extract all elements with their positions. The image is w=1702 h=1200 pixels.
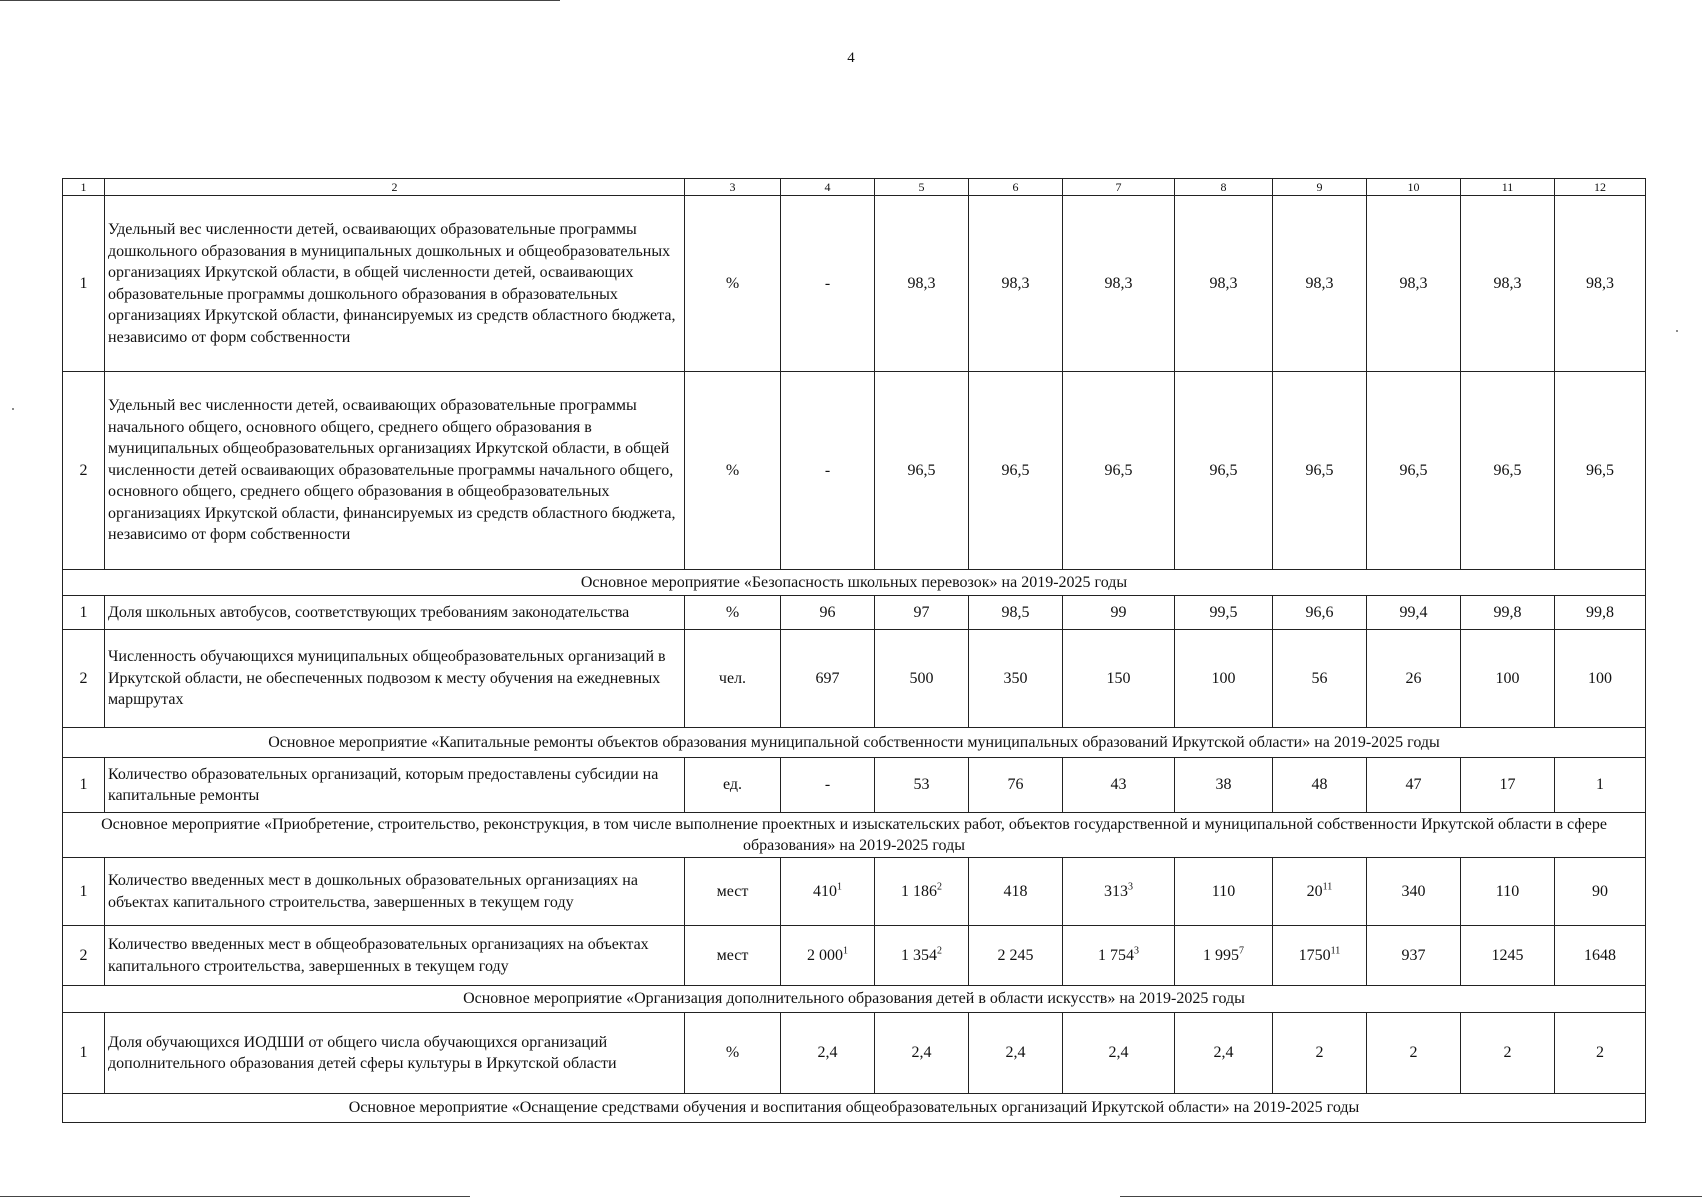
value-cell — [1367, 372, 1461, 570]
value-text: 98,3 — [1399, 274, 1428, 292]
indicator-name: Доля обучающихся ИОДШИ от общего числа обучающихся организаций дополнительного образования детей сферы культуры в Иркутской области — [105, 1013, 685, 1094]
value-text: 697 — [815, 669, 840, 687]
row-number: 1 — [63, 858, 105, 926]
value-cell — [1175, 926, 1273, 986]
table-row — [63, 596, 1646, 630]
value-cell — [969, 858, 1063, 926]
column-number: 11 — [1461, 179, 1555, 196]
value-text: 350 — [1003, 669, 1028, 687]
row-number: 1 — [63, 1013, 105, 1094]
value-cell — [1273, 196, 1367, 372]
value-cell — [781, 858, 875, 926]
unit-cell: % — [685, 596, 781, 630]
value-text: 2,4 — [1213, 1044, 1234, 1062]
scan-speck — [1676, 330, 1678, 332]
column-number: 4 — [781, 179, 875, 196]
value-cell — [1063, 372, 1175, 570]
value-text: 1 754 — [1098, 946, 1134, 964]
value-cell — [1367, 196, 1461, 372]
indicator-name: Доля школьных автобусов, соответствующих требованиям законодательства — [105, 596, 685, 630]
value-cell — [1555, 926, 1646, 986]
value-cell — [1461, 1013, 1555, 1094]
value-text: 2,4 — [1108, 1044, 1129, 1062]
value-cell — [1175, 630, 1273, 728]
value-text: 150 — [1106, 669, 1131, 687]
value-text: 20 — [1306, 882, 1323, 900]
value-text: 96,5 — [1586, 461, 1614, 479]
value-text: 99,8 — [1493, 603, 1522, 621]
value-text: 96,5 — [1209, 461, 1238, 479]
footnote-mark: 1 — [837, 881, 842, 893]
value-text: 340 — [1401, 882, 1426, 900]
value-text: 96,5 — [1001, 461, 1030, 479]
unit-cell: мест — [685, 926, 781, 986]
column-number: 8 — [1175, 179, 1273, 196]
value-text: 48 — [1311, 776, 1328, 794]
value-cell — [1367, 596, 1461, 630]
row-number: 1 — [63, 196, 105, 372]
value-cell — [1063, 858, 1175, 926]
value-cell — [1367, 630, 1461, 728]
value-cell — [1367, 926, 1461, 986]
value-text: 98,3 — [1209, 274, 1238, 292]
value-text: - — [824, 776, 831, 794]
value-cell — [1461, 196, 1555, 372]
unit-cell: чел. — [685, 630, 781, 728]
scan-edge-line — [0, 1196, 470, 1197]
value-cell — [1461, 596, 1555, 630]
value-cell — [1273, 372, 1367, 570]
value-cell — [875, 196, 969, 372]
value-text: 2 — [1409, 1044, 1418, 1062]
value-cell — [875, 630, 969, 728]
value-text: 56 — [1311, 669, 1328, 687]
section-row — [63, 570, 1646, 596]
value-text: 96,5 — [1399, 461, 1428, 479]
value-cell — [1273, 630, 1367, 728]
value-cell — [1273, 926, 1367, 986]
value-cell — [1555, 372, 1646, 570]
table-row — [63, 196, 1646, 372]
indicator-name: Численность обучающихся муниципальных общеобразовательных организаций в Иркутской области, не обеспеченных подвозом к месту обучения на ежедневных маршрутах — [105, 630, 685, 728]
column-number: 5 — [875, 179, 969, 196]
value-text: 98,3 — [1493, 274, 1522, 292]
value-text: 1 186 — [901, 882, 937, 900]
section-heading: Основное мероприятие «Безопасность школьных перевозок» на 2019-2025 годы — [63, 570, 1646, 596]
value-text: 43 — [1110, 776, 1127, 794]
value-text: 100 — [1588, 669, 1612, 687]
value-cell — [781, 758, 875, 813]
section-heading: Основное мероприятие «Оснащение средствами обучения и воспитания общеобразовательных организаций Иркутской области» на 2019-2025 годы — [63, 1094, 1646, 1123]
value-text: 1648 — [1584, 946, 1616, 964]
value-cell — [1555, 196, 1646, 372]
value-text: 47 — [1405, 776, 1422, 794]
value-cell — [781, 596, 875, 630]
value-cell — [1555, 1013, 1646, 1094]
value-text: 1 995 — [1203, 946, 1239, 964]
row-number: 2 — [63, 926, 105, 986]
value-text: 98,5 — [1001, 603, 1030, 621]
value-cell — [1175, 372, 1273, 570]
value-text: 96,6 — [1305, 603, 1334, 621]
value-text: 98,3 — [1305, 274, 1334, 292]
column-number: 3 — [685, 179, 781, 196]
column-number: 9 — [1273, 179, 1367, 196]
value-cell — [969, 630, 1063, 728]
value-text: 98,3 — [1104, 274, 1133, 292]
value-text: 96,5 — [1493, 461, 1522, 479]
value-text: 26 — [1405, 669, 1422, 687]
value-cell — [1063, 758, 1175, 813]
value-text: 500 — [909, 669, 934, 687]
table-row — [63, 372, 1646, 570]
value-text: 53 — [913, 776, 930, 794]
value-text: 90 — [1592, 882, 1608, 900]
indicators-table — [62, 178, 1646, 1123]
table-row — [63, 630, 1646, 728]
indicator-name: Количество введенных мест в дошкольных образовательных организациях на объектах капитального строительства, завершенных в текущем году — [105, 858, 685, 926]
section-heading: Основное мероприятие «Приобретение, строительство, реконструкция, в том числе выполнение проектных и изыскательских работ, объектов государственной и муниципальной собственности Иркутской области в сфере образования» на 2019-2025 годы — [63, 813, 1646, 858]
value-text: 98,3 — [1001, 274, 1030, 292]
value-cell — [1175, 858, 1273, 926]
value-cell — [781, 196, 875, 372]
section-row — [63, 986, 1646, 1013]
value-cell — [1461, 630, 1555, 728]
value-cell — [1461, 758, 1555, 813]
value-text: 1245 — [1491, 946, 1524, 964]
value-cell — [969, 926, 1063, 986]
value-cell — [875, 372, 969, 570]
column-number: 12 — [1555, 179, 1646, 196]
value-cell — [875, 926, 969, 986]
value-text: 96,5 — [1104, 461, 1133, 479]
table-row — [63, 926, 1646, 986]
value-cell — [1063, 196, 1175, 372]
column-number-row — [63, 179, 1646, 196]
value-cell — [1555, 630, 1646, 728]
unit-cell: % — [685, 1013, 781, 1094]
value-cell — [1367, 858, 1461, 926]
value-text: 2 — [1596, 1044, 1604, 1062]
table-row — [63, 758, 1646, 813]
section-heading: Основное мероприятие «Капитальные ремонты объектов образования муниципальной собственности муниципальных образований Иркутской области» на 2019-2025 годы — [63, 728, 1646, 758]
value-cell — [1273, 596, 1367, 630]
row-number: 1 — [63, 758, 105, 813]
footnote-mark: 3 — [1134, 945, 1139, 957]
value-cell — [1555, 758, 1646, 813]
indicator-name: Количество введенных мест в общеобразовательных организациях на объектах капитального строительства, завершенных в текущем году — [105, 926, 685, 986]
indicator-name: Количество образовательных организаций, которым предоставлены субсидии на капитальные ремонты — [105, 758, 685, 813]
footnote-mark: 1 — [843, 945, 848, 957]
value-cell — [1555, 858, 1646, 926]
section-row — [63, 728, 1646, 758]
value-cell — [1461, 372, 1555, 570]
value-text: 17 — [1499, 776, 1516, 794]
value-cell — [1273, 758, 1367, 813]
value-cell — [969, 372, 1063, 570]
value-cell — [1555, 596, 1646, 630]
indicator-name: Удельный вес численности детей, осваивающих образовательные программы дошкольного образования в муниципальных дошкольных и общеобразовательных организациях Иркутской области, в общей численности детей, осваивающих образовательные программы дошкольного образования в образовательных организациях Иркутской области, финансируемых из средств областного бюджета, независимо от форм собственности — [105, 196, 685, 372]
value-text: 2 — [1315, 1044, 1324, 1062]
value-text: 99,4 — [1399, 603, 1428, 621]
column-number: 2 — [105, 179, 685, 196]
value-text: 2 245 — [997, 946, 1034, 964]
value-text: 410 — [813, 882, 837, 900]
page-number: 4 — [847, 50, 855, 66]
scan-edge-line — [0, 0, 560, 1]
column-number: 7 — [1063, 179, 1175, 196]
value-cell — [1367, 758, 1461, 813]
value-cell — [875, 596, 969, 630]
value-text: 2 000 — [807, 946, 843, 964]
column-number: 6 — [969, 179, 1063, 196]
value-text: 96 — [819, 603, 836, 621]
value-text: 110 — [1495, 882, 1520, 900]
value-text: 2,4 — [817, 1044, 838, 1062]
unit-cell: мест — [685, 858, 781, 926]
value-text: 76 — [1007, 776, 1024, 794]
footnote-mark: 7 — [1239, 945, 1244, 957]
value-text: 1 354 — [901, 946, 937, 964]
footnote-mark: 11 — [1330, 945, 1341, 957]
value-cell — [969, 758, 1063, 813]
value-cell — [1461, 926, 1555, 986]
value-cell — [969, 1013, 1063, 1094]
value-text: 418 — [1003, 882, 1028, 900]
value-text: 98,3 — [907, 274, 936, 292]
footnote-mark: 3 — [1128, 881, 1133, 893]
value-cell — [1273, 1013, 1367, 1094]
section-heading: Основное мероприятие «Организация дополнительного образования детей в области искусств» на 2019-2025 годы — [63, 986, 1646, 1013]
value-cell — [1063, 1013, 1175, 1094]
value-text: 38 — [1215, 776, 1232, 794]
value-text: 110 — [1211, 882, 1236, 900]
value-text: 1 — [1596, 776, 1604, 794]
footnote-mark: 11 — [1322, 881, 1333, 893]
value-text: 2 — [1503, 1044, 1512, 1062]
row-number: 1 — [63, 596, 105, 630]
unit-cell: ед. — [685, 758, 781, 813]
section-row — [63, 813, 1646, 858]
value-text: 2,4 — [1005, 1044, 1026, 1062]
value-cell — [969, 596, 1063, 630]
value-cell — [781, 372, 875, 570]
value-text: 99,8 — [1586, 603, 1614, 621]
value-text: 100 — [1495, 669, 1520, 687]
value-cell — [781, 630, 875, 728]
value-cell — [1175, 596, 1273, 630]
table-row — [63, 858, 1646, 926]
value-cell — [1273, 858, 1367, 926]
value-text: 98,3 — [1586, 274, 1614, 292]
unit-cell: % — [685, 372, 781, 570]
value-text: 99 — [1110, 603, 1127, 621]
value-cell — [1063, 926, 1175, 986]
footnote-mark: 2 — [937, 945, 942, 957]
table-row — [63, 1013, 1646, 1094]
value-cell — [1063, 630, 1175, 728]
section-row — [63, 1094, 1646, 1123]
value-text: 1750 — [1298, 946, 1331, 964]
value-cell — [1461, 858, 1555, 926]
value-cell — [875, 858, 969, 926]
value-cell — [1063, 596, 1175, 630]
value-cell — [1367, 1013, 1461, 1094]
scan-edge-line — [1120, 1196, 1702, 1197]
value-text: - — [824, 461, 831, 479]
column-number: 10 — [1367, 179, 1461, 196]
value-cell — [969, 196, 1063, 372]
scan-speck — [12, 408, 14, 410]
value-cell — [781, 926, 875, 986]
value-text: - — [824, 274, 831, 292]
value-text: 937 — [1401, 946, 1426, 964]
column-number: 1 — [63, 179, 105, 196]
row-number: 2 — [63, 372, 105, 570]
value-text: 2,4 — [911, 1044, 932, 1062]
value-cell — [781, 1013, 875, 1094]
value-text: 313 — [1104, 882, 1128, 900]
unit-cell: % — [685, 196, 781, 372]
indicator-name: Удельный вес численности детей, осваивающих образовательные программы начального общего, основного общего, среднего общего образования в муниципальных общеобразовательных организациях Иркутской области, в общей численности детей осваивающих образовательные программы начального общего, основного общего, среднего общего образования в общеобразовательных организациях Иркутской области, финансируемых из средств областного бюджета, независимо от форм собственности — [105, 372, 685, 570]
value-cell — [1175, 758, 1273, 813]
value-text: 99,5 — [1209, 603, 1238, 621]
value-text: 97 — [913, 603, 930, 621]
value-cell — [875, 758, 969, 813]
value-text: 100 — [1211, 669, 1236, 687]
footnote-mark: 2 — [937, 881, 942, 893]
value-cell — [1175, 196, 1273, 372]
value-text: 96,5 — [1305, 461, 1334, 479]
value-cell — [875, 1013, 969, 1094]
row-number: 2 — [63, 630, 105, 728]
value-cell — [1175, 1013, 1273, 1094]
value-text: 96,5 — [907, 461, 936, 479]
